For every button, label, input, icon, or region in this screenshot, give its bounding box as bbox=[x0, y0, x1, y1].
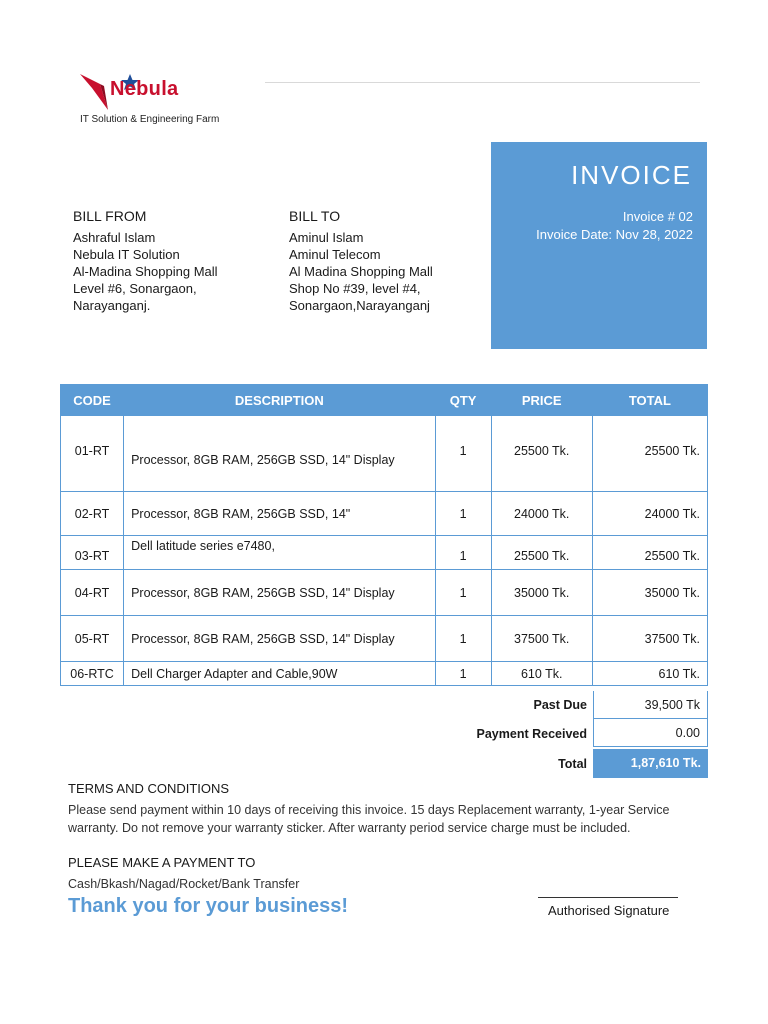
table-row bbox=[61, 492, 708, 536]
item-description: Processor, 8GB RAM, 256GB SSD, 14" Display bbox=[124, 570, 435, 616]
payment-received-label: Payment Received bbox=[476, 727, 587, 741]
bill-to-block bbox=[289, 208, 433, 314]
bill-from-block bbox=[73, 208, 218, 314]
invoice-number: Invoice # 02 bbox=[622, 209, 693, 224]
item-price: 35000 Tk. bbox=[491, 570, 592, 616]
bill-from-line: Al-Madina Shopping Mall bbox=[73, 264, 218, 279]
item-total: 610 Tk. bbox=[592, 662, 707, 686]
item-price: 37500 Tk. bbox=[491, 616, 592, 662]
past-due-label: Past Due bbox=[533, 698, 587, 712]
item-description: Processor, 8GB RAM, 256GB SSD, 14" bbox=[124, 492, 435, 536]
terms-text: Please send payment within 10 days of receiving this invoice. 15 days Replacement warranty, 1-year Service warranty. Do not remove your warranty sticker. After warranty period service charge must be included. bbox=[68, 803, 670, 835]
header-price: PRICE bbox=[491, 385, 592, 416]
header-description: DESCRIPTION bbox=[124, 385, 435, 416]
bill-from-line: Nebula IT Solution bbox=[73, 247, 180, 262]
table-header-row bbox=[61, 385, 708, 416]
item-code: 03-RT bbox=[61, 536, 124, 570]
table-row bbox=[61, 416, 708, 492]
item-price: 24000 Tk. bbox=[491, 492, 592, 536]
thank-you-message: Thank you for your business! bbox=[68, 895, 349, 917]
bill-to-line: Aminul Telecom bbox=[289, 247, 381, 262]
payment-heading: PLEASE MAKE A PAYMENT TO bbox=[68, 855, 256, 870]
item-description: Processor, 8GB RAM, 256GB SSD, 14" Display bbox=[124, 416, 435, 492]
item-price: 25500 Tk. bbox=[491, 536, 592, 570]
item-qty: 1 bbox=[435, 536, 491, 570]
table-row bbox=[61, 536, 708, 570]
signature-line bbox=[538, 897, 678, 898]
header-qty: QTY bbox=[435, 385, 491, 416]
company-logo bbox=[78, 70, 220, 130]
invoice-items-table bbox=[60, 384, 708, 686]
item-description: Dell latitude series e7480, bbox=[124, 536, 435, 570]
item-qty: 1 bbox=[435, 616, 491, 662]
item-total: 35000 Tk. bbox=[592, 570, 707, 616]
bill-from-line: Ashraful Islam bbox=[73, 230, 156, 245]
item-qty: 1 bbox=[435, 662, 491, 686]
item-description: Processor, 8GB RAM, 256GB SSD, 14" Display bbox=[124, 616, 435, 662]
bill-from-line: Level #6, Sonargaon, bbox=[73, 281, 197, 296]
item-qty: 1 bbox=[435, 416, 491, 492]
item-total: 25500 Tk. bbox=[592, 416, 707, 492]
bill-from-heading: BILL FROM bbox=[73, 208, 147, 224]
header-total: TOTAL bbox=[592, 385, 707, 416]
bill-to-line: Shop No #39, level #4, bbox=[289, 281, 421, 296]
item-qty: 1 bbox=[435, 570, 491, 616]
bill-from-line: Narayanganj. bbox=[73, 298, 151, 313]
total-value: 1,87,610 Tk. bbox=[593, 749, 708, 778]
item-code: 04-RT bbox=[61, 570, 124, 616]
bill-to-heading: BILL TO bbox=[289, 208, 341, 224]
logo-wordmark: Nebula bbox=[110, 78, 179, 100]
item-description: Dell Charger Adapter and Cable,90W bbox=[124, 662, 435, 686]
bill-to-line: Al Madina Shopping Mall bbox=[289, 264, 433, 279]
invoice-meta bbox=[536, 208, 693, 244]
bill-to-line: Sonargaon,Narayanganj bbox=[289, 298, 430, 313]
item-code: 05-RT bbox=[61, 616, 124, 662]
company-tagline: IT Solution & Engineering Farm bbox=[80, 114, 220, 125]
invoice-header-box bbox=[491, 142, 707, 349]
table-row bbox=[61, 662, 708, 686]
item-price: 25500 Tk. bbox=[491, 416, 592, 492]
header-code: CODE bbox=[61, 385, 124, 416]
payment-methods: Cash/Bkash/Nagad/Rocket/Bank Transfer bbox=[68, 877, 300, 891]
item-total: 25500 Tk. bbox=[592, 536, 707, 570]
bill-to-line: Aminul Islam bbox=[289, 230, 364, 245]
item-total: 37500 Tk. bbox=[592, 616, 707, 662]
total-label: Total bbox=[558, 757, 587, 771]
payment-received-value: 0.00 bbox=[593, 719, 708, 747]
item-code: 01-RT bbox=[61, 416, 124, 492]
table-row bbox=[61, 616, 708, 662]
past-due-value: 39,500 Tk bbox=[593, 691, 708, 719]
item-qty: 1 bbox=[435, 492, 491, 536]
item-code: 02-RT bbox=[61, 492, 124, 536]
table-row bbox=[61, 570, 708, 616]
invoice-title: INVOICE bbox=[571, 160, 692, 190]
item-code: 06-RTC bbox=[61, 662, 124, 686]
signature-label: Authorised Signature bbox=[548, 903, 670, 918]
item-total: 24000 Tk. bbox=[592, 492, 707, 536]
item-price: 610 Tk. bbox=[491, 662, 592, 686]
header-divider bbox=[265, 82, 700, 83]
invoice-date: Invoice Date: Nov 28, 2022 bbox=[536, 227, 693, 242]
terms-heading: TERMS AND CONDITIONS bbox=[68, 781, 230, 796]
